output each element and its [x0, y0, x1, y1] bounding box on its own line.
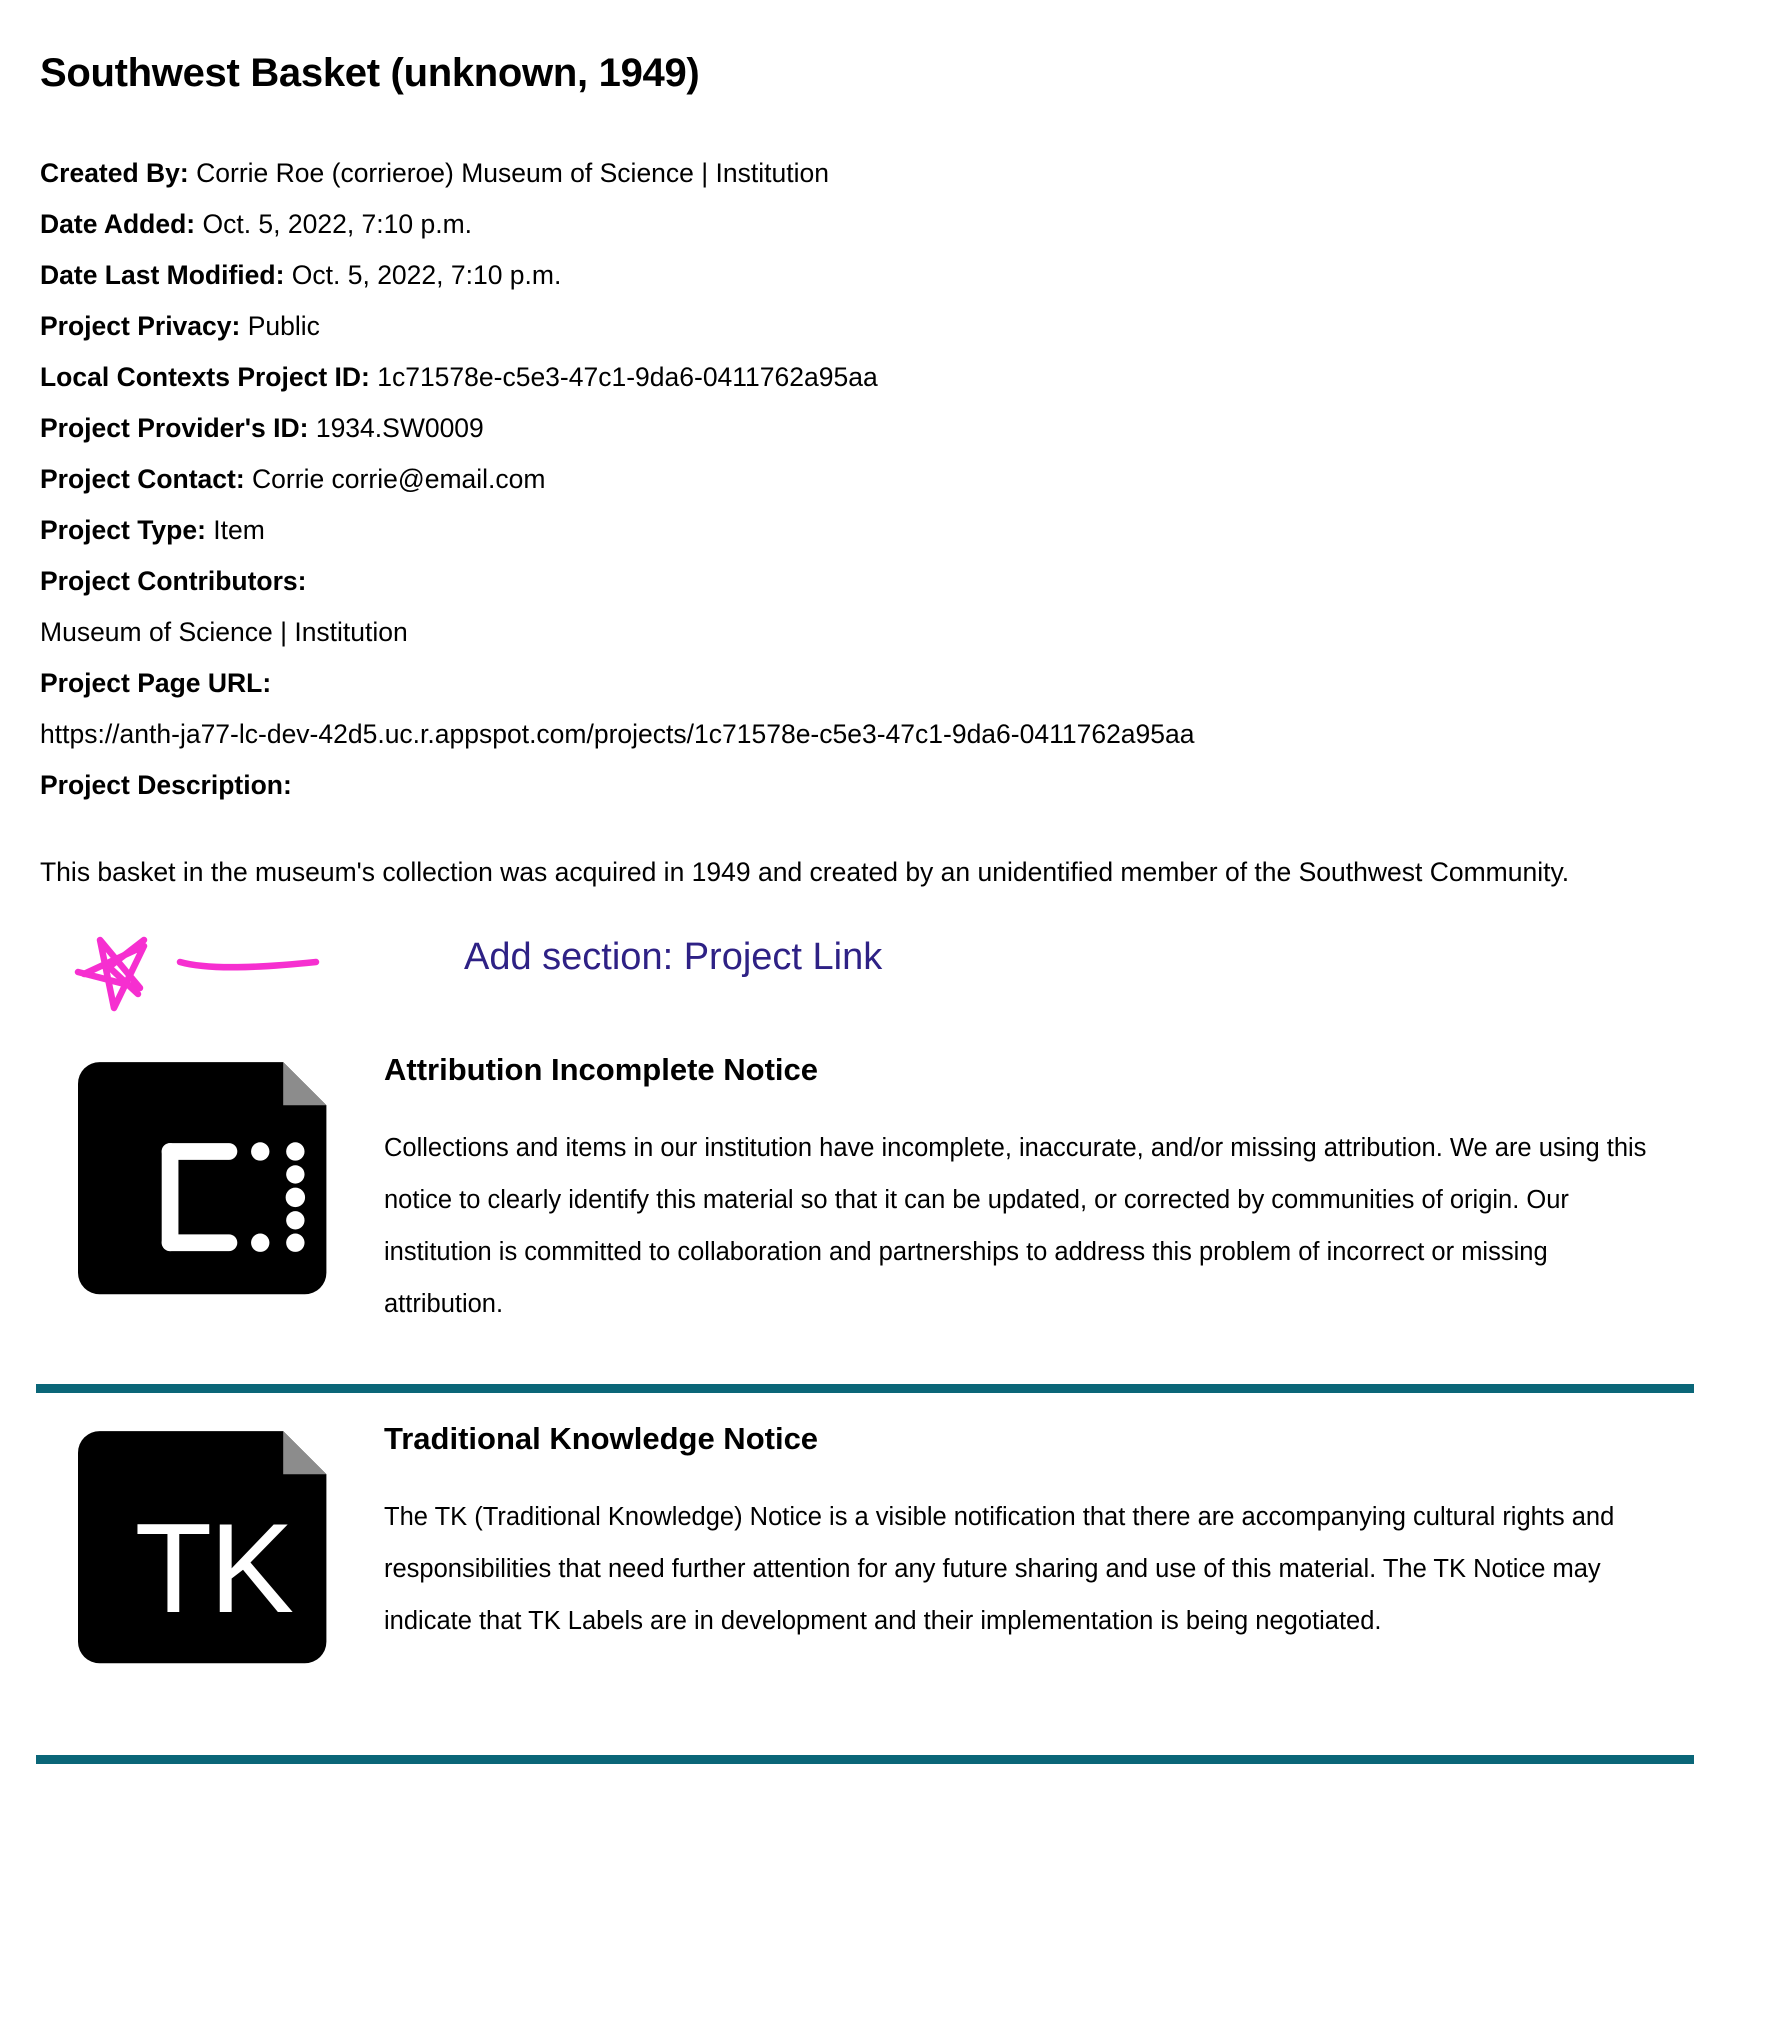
meta-created-by [40, 148, 1726, 199]
page-bottom-spacer [40, 1764, 1726, 1854]
meta-project-page-url-value[interactable]: https://anth-ja77-lc-dev-42d5.uc.r.appspot.com/projects/1c71578e-c5e3-47c1-9da6-0411762a95aa [40, 719, 1195, 749]
meta-date-last-modified-value: Oct. 5, 2022, 7:10 p.m. [291, 260, 562, 290]
meta-project-contact [40, 454, 1726, 505]
meta-date-added [40, 199, 1726, 250]
traditional-knowledge-icon [78, 1423, 348, 1693]
meta-project-type-label: Project Type: [40, 515, 206, 545]
meta-date-last-modified [40, 250, 1726, 301]
page-title: Southwest Basket (unknown, 1949) [40, 51, 700, 95]
meta-project-type-value: Item [213, 515, 265, 545]
project-metadata [40, 148, 1726, 811]
section-divider [36, 1384, 1694, 1393]
meta-project-contributors-value: Museum of Science | Institution [40, 617, 408, 647]
meta-project-contact-label: Project Contact: [40, 464, 245, 494]
notice-traditional-knowledge [40, 1411, 1726, 1693]
notice-icon-container [40, 1411, 384, 1693]
meta-project-privacy [40, 301, 1726, 352]
meta-date-added-value: Oct. 5, 2022, 7:10 p.m. [202, 209, 473, 239]
meta-local-contexts-project-id [40, 352, 1726, 403]
meta-project-providers-id-value: 1934.SW0009 [315, 413, 484, 443]
meta-local-contexts-project-id-value: 1c71578e-c5e3-47c1-9da6-0411762a95aa [377, 362, 878, 392]
notice-title: Traditional Knowledge Notice [384, 1421, 819, 1456]
annotation [40, 920, 1726, 1024]
notice-title: Attribution Incomplete Notice [384, 1052, 818, 1087]
attribution-incomplete-icon [78, 1054, 348, 1324]
meta-project-page-url-label: Project Page URL: [40, 668, 272, 698]
notice-attribution-incomplete [40, 1042, 1726, 1330]
meta-project-contributors-label: Project Contributors: [40, 566, 307, 596]
annotation-text: Add section: Project Link [464, 936, 883, 978]
notice-body [384, 1411, 1726, 1647]
tk-icon-letters: TK [134, 1497, 292, 1639]
meta-created-by-value: Corrie Roe (corrieroe) Museum of Science | Institution [196, 158, 829, 188]
meta-project-privacy-label: Project Privacy: [40, 311, 241, 341]
meta-date-last-modified-label: Date Last Modified: [40, 260, 285, 290]
meta-project-contact-value: Corrie corrie@email.com [252, 464, 546, 494]
meta-project-providers-id [40, 403, 1726, 454]
notice-body [384, 1042, 1726, 1330]
notice-text: The TK (Traditional Knowledge) Notice is a visible notification that there are accompanying cultural rights and responsibilities that need further attention for any future sharing and use of this material. The TK Notice may indicate that TK Labels are in development and their implementation is being negotiated. [384, 1503, 1615, 1635]
meta-local-contexts-project-id-label: Local Contexts Project ID: [40, 362, 370, 392]
meta-project-type [40, 505, 1726, 556]
meta-project-description-label: Project Description: [40, 770, 292, 800]
meta-project-privacy-value: Public [247, 311, 320, 341]
meta-date-added-label: Date Added: [40, 209, 196, 239]
section-divider [36, 1755, 1694, 1764]
meta-created-by-label: Created By: [40, 158, 189, 188]
notice-icon-container [40, 1042, 384, 1324]
project-description-text: This basket in the museum's collection was acquired in 1949 and created by an unidentified member of the Southwest Community. [40, 857, 1570, 887]
meta-project-providers-id-label: Project Provider's ID: [40, 413, 309, 443]
star-arrow-annotation-icon [48, 916, 398, 1016]
notice-text: Collections and items in our institution have incomplete, inaccurate, and/or missing attribution. We are using this notice to clearly identify this material so that it can be updated, or corrected by communities of origin. Our institution is committed to collaboration and partnerships to address this problem of incorrect or missing attribution. [384, 1134, 1647, 1318]
